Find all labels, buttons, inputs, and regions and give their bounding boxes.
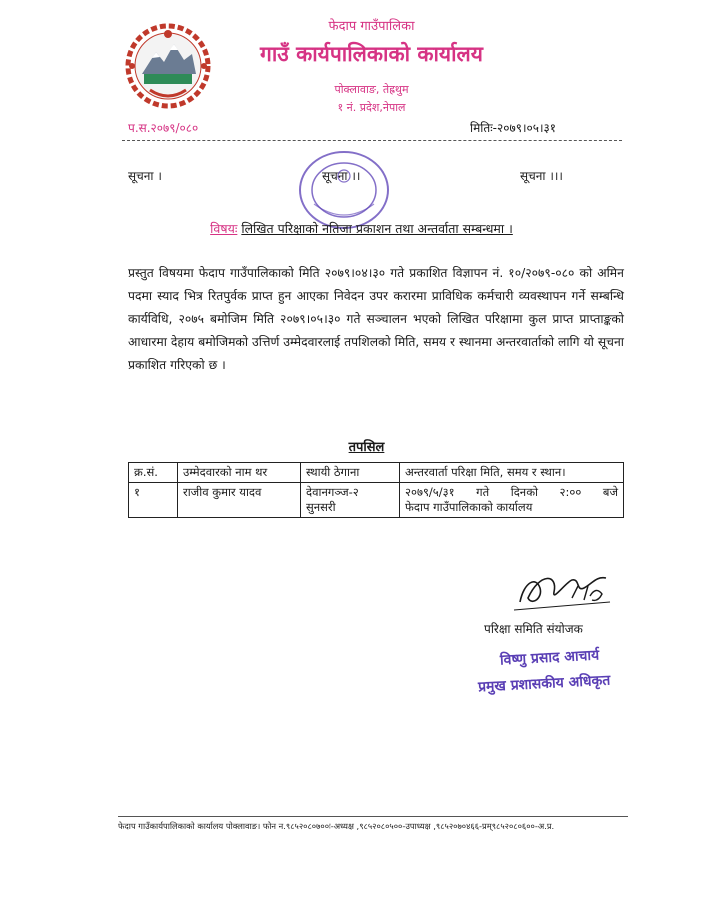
notice-label-left: सूचना ।	[128, 169, 162, 183]
signatory-name-stamp: विष्णु प्रसाद आचार्य	[499, 647, 600, 669]
col-schedule: अन्तरवार्ता परिक्षा मिति, समय र स्थान।	[400, 463, 624, 483]
cell-serial: १	[129, 483, 178, 518]
office-name-line2: गाउँ कार्यपालिकाको कार्यालय	[260, 42, 483, 66]
cell-schedule	[400, 483, 624, 518]
office-address: पोक्लावाङ, तेह्रथुम	[334, 83, 409, 96]
table-title: तपसिल	[348, 440, 385, 455]
footer-contact: फेदाप गाउँकार्यपालिकाको कार्यालय पोक्लावाङ। फोन न.९८५२०८०७००ः-अध्यक्ष ,९८५२०८०५००-उपाध्यक्ष ,९८५२०७०४६६-प्रम्९८५२०८०६००-अ.प्र.	[118, 821, 555, 831]
letter-date: मितिः-२०७९।०५।३१	[470, 121, 557, 135]
signatory-title: परिक्षा समिति संयोजक	[484, 622, 583, 636]
cell-address-line1: देवानगञ्ज-२	[306, 485, 359, 499]
subject-label: विषयः	[210, 221, 238, 236]
office-name-line1: फेदाप गाउँपालिका	[328, 19, 415, 34]
subject-text: लिखित परिक्षाको नतिजा प्रकाशन तथा अन्तर्वाता सम्बन्धमा ।	[241, 221, 513, 236]
notice-label-right: सूचना ।।।	[520, 169, 563, 183]
notice-body: प्रस्तुत विषयमा फेदाप गाउँपालिकाको मिति २०७९।०४।३० गते प्रकाशित विज्ञापन नं. १०/२०७९-०८० को अमिन पदमा स्याद भित्र रितपुर्वक प्राप्त हुन आएका निवेदन उपर करारमा प्राविधिक कर्मचारी व्यवस्थापन गर्ने सम्बन्धि कार्यविधि, २०७५ बमोजिम मिति २०७९।०५।३० गते सञ्चालन भएको लिखित परिक्षामा कुल प्राप्त प्राप्ताङ्कको आधारमा देहाय बमोजिमको उत्तिर्ण उम्मेदवारलाई तपशिलको मिति, समय र स्थानमा अन्तरवार्ताको लागि यो सूचना प्रकाशित गरिएको छ ।	[128, 266, 624, 372]
table-row	[129, 483, 624, 518]
signature-icon	[510, 562, 620, 614]
cell-schedule-line2: फेदाप गाउँपालिकाको कार्यालय	[405, 500, 533, 514]
cell-name: राजीव कुमार यादव	[178, 483, 301, 518]
subject-line	[0, 220, 703, 237]
office-province: १ नं. प्रदेश,नेपाल	[337, 101, 406, 114]
notice-label-center: सूचना ।।	[322, 169, 361, 183]
cell-schedule-line1: २०७९/५/३१ गते दिनको २:०० बजे	[405, 485, 618, 499]
cell-address	[301, 483, 400, 518]
header-divider	[122, 140, 622, 141]
signatory-designation-stamp: प्रमुख प्रशासकीय अधिकृत	[477, 672, 611, 696]
table-header-row	[129, 463, 624, 483]
reference-number: प.स.२०७९/०८०	[128, 121, 199, 135]
col-name: उम्मेदवारको नाम थर	[178, 463, 301, 483]
col-serial: क्र.सं.	[129, 463, 178, 483]
col-address: स्थायी ठेगाना	[301, 463, 400, 483]
footer-divider	[118, 816, 628, 817]
cell-address-line2: सुनसरी	[306, 500, 336, 514]
candidate-table	[128, 462, 624, 518]
